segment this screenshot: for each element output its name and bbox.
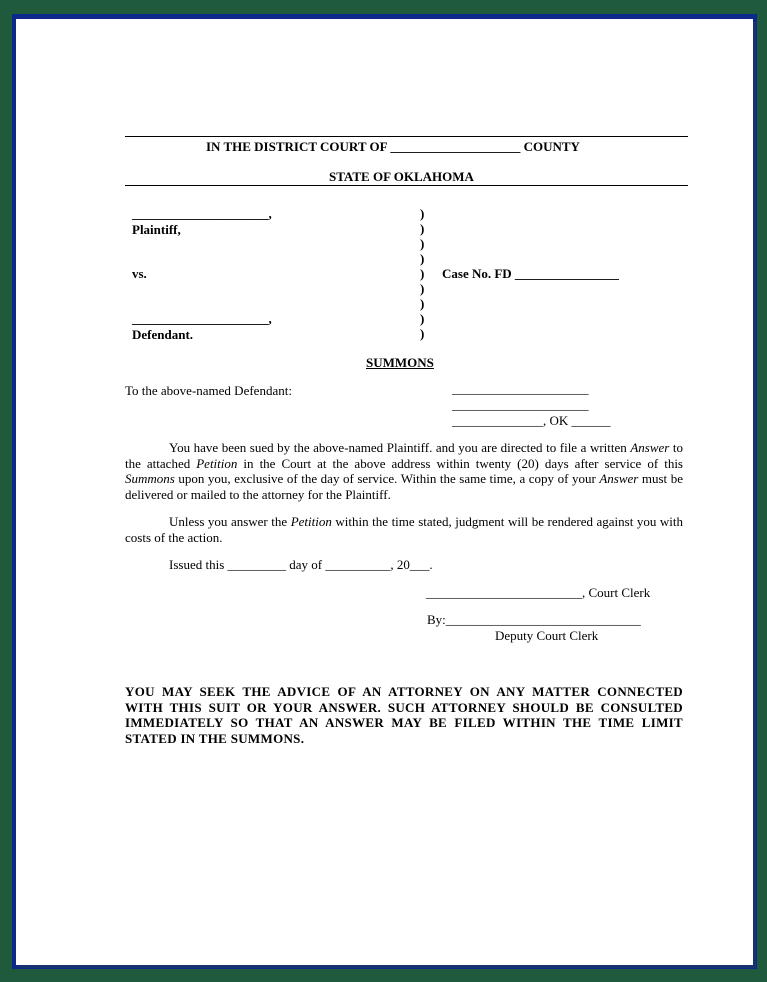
address-line: _____________________ xyxy=(452,397,589,412)
defendant-label: Defendant. xyxy=(132,327,194,342)
address-line: ______________, OK ______ xyxy=(452,413,611,428)
caption-paren: ) xyxy=(420,326,425,341)
caption-paren: ) xyxy=(420,296,425,311)
address-line: _____________________ xyxy=(452,381,589,396)
plaintiff-blank: _____________________, xyxy=(132,206,272,221)
judgment-paragraph: Unless you answer the Petition within the time stated, judgment will be rendered against you with costs of the action. xyxy=(125,514,683,545)
addressee-label: To the above-named Defendant: xyxy=(125,383,292,398)
document-page xyxy=(16,19,753,965)
court-clerk-line: ________________________, Court Clerk xyxy=(426,585,651,600)
top-rule xyxy=(125,136,688,137)
case-number: Case No. FD ________________ xyxy=(442,266,619,281)
court-title: IN THE DISTRICT COURT OF ____________________ COUNTY xyxy=(206,139,580,154)
issued-line: Issued this _________ day of __________, 20___. xyxy=(169,557,433,572)
caption-paren: ) xyxy=(420,251,425,266)
plaintiff-label: Plaintiff, xyxy=(132,222,181,237)
versus-label: vs. xyxy=(132,266,147,281)
caption-paren: ) xyxy=(420,281,425,296)
caption-paren: ) xyxy=(420,236,425,251)
header-bottom-rule xyxy=(125,185,688,186)
summons-title: SUMMONS xyxy=(366,355,434,370)
caption-paren: ) xyxy=(420,266,425,281)
service-paragraph: You have been sued by the above-named Plaintiff. and you are directed to file a written Answer to the attached Petition in the Court at the above address within twenty (20) days after service of this Summons upon you, exclusive of the day of service. Within the same time, a copy of your Answer must be delivered or mailed to the attorney for the Plaintiff. xyxy=(125,440,683,502)
caption-paren: ) xyxy=(420,206,425,221)
caption-paren: ) xyxy=(420,311,425,326)
deputy-signature-line: By:______________________________ xyxy=(427,612,641,627)
deputy-clerk-label: Deputy Court Clerk xyxy=(495,628,599,643)
defendant-blank: _____________________, xyxy=(132,311,272,326)
state-title: STATE OF OKLAHOMA xyxy=(329,169,474,184)
attorney-warning: YOU MAY SEEK THE ADVICE OF AN ATTORNEY ON ANY MATTER CONNECTED WITH THIS SUIT OR YOUR ANSWER. SUCH ATTORNEY SHOULD BE CONSULTED IMMEDIATELY SO THAT AN ANSWER MAY BE FILED WITHIN THE TIME LIMIT STATED IN THE SUMMONS. xyxy=(125,684,683,746)
caption-paren: ) xyxy=(420,221,425,236)
